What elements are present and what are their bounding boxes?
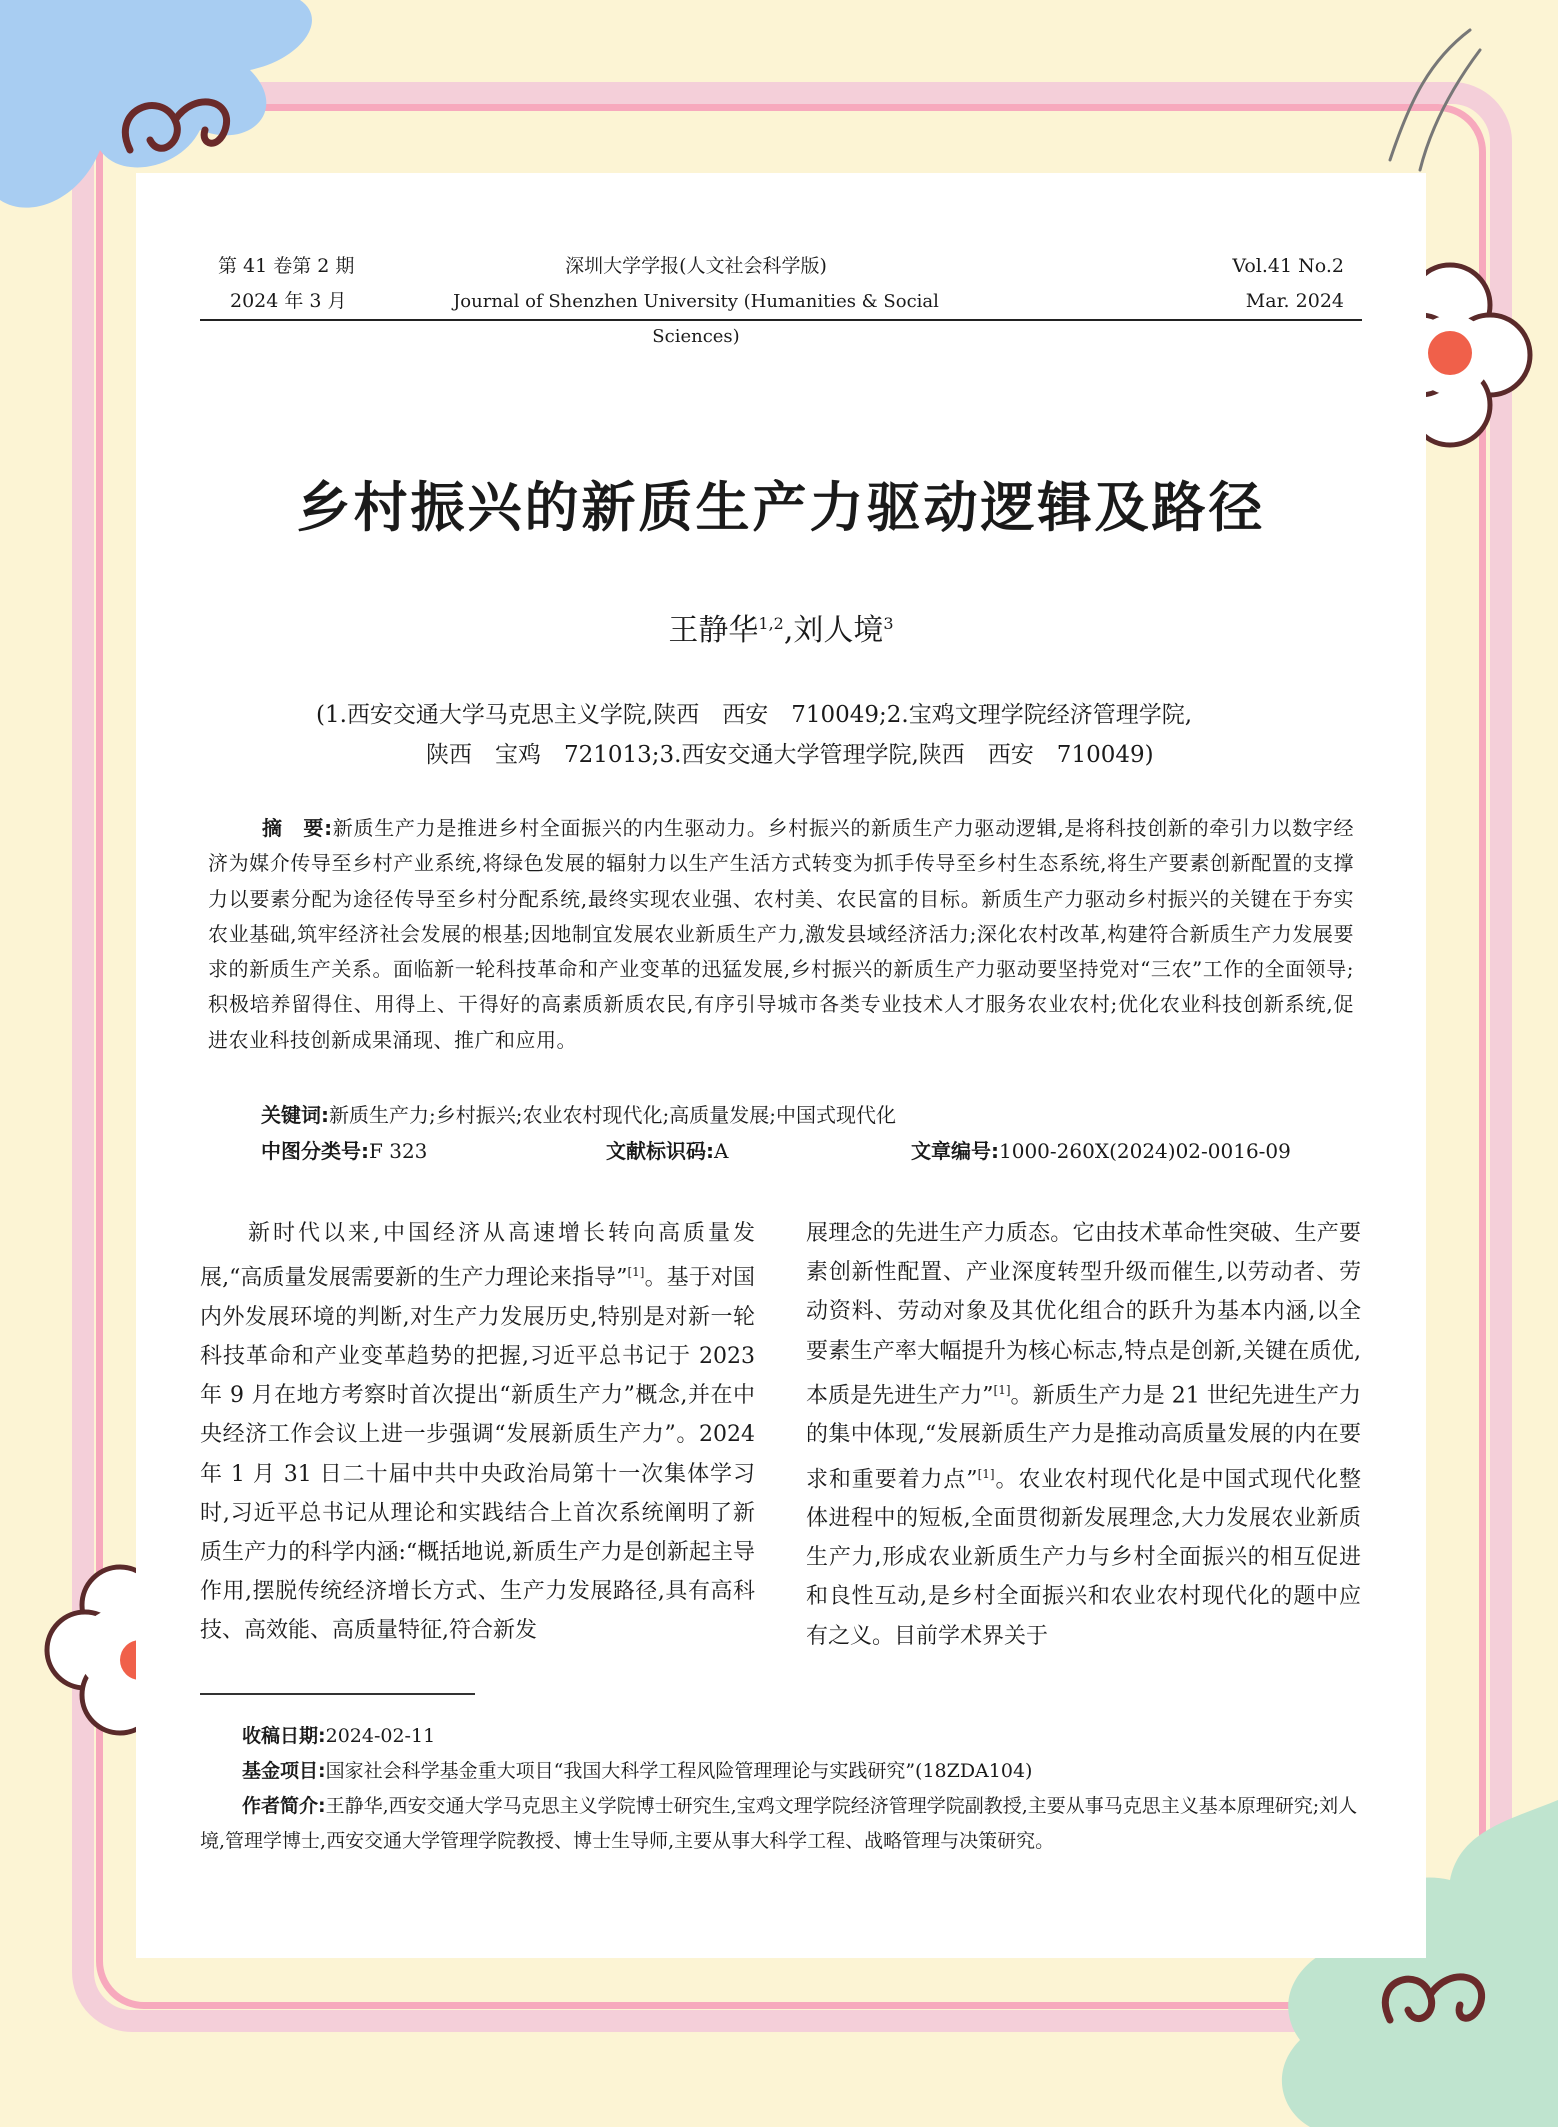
clc-label: 中图分类号: xyxy=(261,1139,369,1163)
body-column-right xyxy=(806,1214,1361,1656)
citation-ref: [1] xyxy=(977,1466,995,1481)
body-column-left xyxy=(200,1214,755,1651)
body-text: 新时代以来,中国经济从高速增长转向高质量发展,“高质量发展需要新的生产力理论来指导” xyxy=(200,1221,755,1291)
body-text: 展理念的先进生产力质态。它由技术革命性突破、生产要素创新性配置、产业深度转型升级而催生,以劳动者、劳动资料、劳动对象及其优化组合的跃升为基本内涵,以全要素生产率大幅提升为核心标志,特点是创新,关键在质优,本质是先进生产力” xyxy=(806,1221,1361,1409)
article-number-value: 1000-260X(2024)02-0016-09 xyxy=(999,1139,1291,1163)
journal-name xyxy=(436,249,956,354)
keywords-text: 新质生产力;乡村振兴;农业农村现代化;高质量发展;中国式现代化 xyxy=(329,1103,896,1127)
bio-value: 王静华,西安交通大学马克思主义学院博士研究生,宝鸡文理学院经济管理学院副教授,主要从事马克思主义基本原理研究;刘人境,管理学博士,西安交通大学管理学院教授、博士生导师,主要从事大科学工程、战略管理与决策研究。 xyxy=(200,1795,1358,1852)
received-date xyxy=(200,1719,1362,1754)
abstract-label: 摘 要: xyxy=(262,816,333,840)
keywords-label: 关键词: xyxy=(261,1103,329,1127)
received-value: 2024-02-11 xyxy=(325,1725,436,1747)
squiggle-decoration xyxy=(1370,20,1490,180)
author-name: 刘人境 xyxy=(793,613,884,648)
author-affil-mark: 3 xyxy=(883,614,894,633)
footnote-divider xyxy=(200,1693,475,1695)
abstract-text: 新质生产力是推进乡村全面振兴的内生驱动力。乡村振兴的新质生产力驱动逻辑,是将科技创新的牵引力以数字经济为媒介传导至乡村产业系统,将绿色发展的辐射力以生产生活方式转变为抓手传导至乡村生态系统,将生产要素创新配置的支撑力以要素分配为途径传导至乡村分配系统,最终实现农业强、农村美、农民富的目标。新质生产力驱动乡村振兴的关键在于夯实农业基础,筑牢经济社会发展的根基;因地制宜发展农业新质生产力,激发县域经济活力;深化农村改革,构建符合新质生产力发展要求的新质生产关系。面临新一轮科技革命和产业变革的迅猛发展,乡村振兴的新质生产力驱动要坚持党对“三农”工作的全面领导;积极培养留得住、用得上、干得好的高素质新质农民,有序引导城市各类专业技术人才服务农业农村;优化农业科技创新系统,促进农业科技创新成果涌现、推广和应用。 xyxy=(208,816,1355,1052)
body-text: 。农业农村现代化是中国式现代化整体进程中的短板,全面贯彻新发展理念,大力发展农业新质生产力,形成农业新质生产力与乡村全面振兴的相互促进和良性互动,是乡村全面振兴和农业农村现代化的题中应有之义。目前学术界关于 xyxy=(806,1466,1361,1649)
article-number-label: 文章编号: xyxy=(911,1139,999,1163)
paper-page xyxy=(136,173,1426,1958)
affiliations xyxy=(316,695,1306,775)
journal-volume-en xyxy=(1232,249,1344,319)
doc-code-value: A xyxy=(714,1139,729,1163)
volume-en: Vol.41 No.2 xyxy=(1232,255,1344,277)
author-name: 王静华 xyxy=(668,613,759,648)
received-label: 收稿日期: xyxy=(242,1725,326,1747)
header-divider xyxy=(200,319,1362,321)
keywords xyxy=(261,1099,896,1128)
journal-issue-info xyxy=(218,249,354,319)
citation-ref: [1] xyxy=(993,1382,1011,1397)
issue-date: 2024 年 3 月 xyxy=(230,290,347,312)
article-number-group xyxy=(911,1135,1291,1164)
doc-code-group xyxy=(606,1135,728,1164)
body-text: 。新质生产力是 21 世纪先进生产力的集中体现,“发展新质生产力是推动高质量发展的内在要求和重要着力点” xyxy=(806,1383,1362,1492)
affiliation-line: 陕西 宝鸡 721013;3.西安交通大学管理学院,陕西 西安 710049) xyxy=(426,742,1154,768)
clc-group xyxy=(261,1135,427,1164)
journal-name-cn: 深圳大学学报(人文社会科学版) xyxy=(565,255,827,277)
affiliation-line: (1.西安交通大学马克思主义学院,陕西 西安 710049;2.宝鸡文理学院经济管理学院, xyxy=(316,702,1193,728)
author-line xyxy=(136,605,1426,649)
footnotes xyxy=(200,1719,1362,1859)
body-text: 。基于对国内外发展环境的判断,对生产力发展历史,特别是对新一轮科技革命和产业变革趋势的把握,习近平总书记于 2023 年 9 月在地方考察时首次提出“新质生产力”概念,并在中央经济工作会议上进一步强调“发展新质生产力”。2024 年 1 月 31 日二十届中共中央政治局第十一次集体学习时,习近平总书记从理论和实践结合上首次系统阐明了新质生产力的科学内涵:“概括地说,新质生产力是创新起主导作用,摆脱传统经济增长方式、生产力发展路径,具有高科技、高效能、高质量特征,符合新发 xyxy=(200,1265,755,1644)
fund-label: 基金项目: xyxy=(242,1760,326,1782)
doc-code-label: 文献标识码: xyxy=(606,1139,714,1163)
journal-name-en: Journal of Shenzhen University (Humanities & Social Sciences) xyxy=(453,291,939,347)
author-separator: , xyxy=(783,613,794,648)
author-bio xyxy=(200,1789,1362,1859)
citation-ref: [1] xyxy=(627,1265,645,1280)
body-paragraph xyxy=(200,1214,755,1651)
bio-label: 作者简介: xyxy=(242,1795,326,1817)
author-affil-mark: 1,2 xyxy=(758,614,784,633)
volume-issue: 第 41 卷第 2 期 xyxy=(218,255,355,277)
fund-value: 国家社会科学基金重大项目“我国大科学工程风险管理理论与实践研究”(18ZDA104) xyxy=(325,1760,1033,1782)
abstract xyxy=(208,811,1354,1058)
body-paragraph xyxy=(806,1214,1361,1656)
fund-project xyxy=(200,1754,1362,1789)
paper-title: 乡村振兴的新质生产力驱动逻辑及路径 xyxy=(296,475,1266,539)
date-en: Mar. 2024 xyxy=(1245,290,1344,312)
clc-value: F 323 xyxy=(369,1139,428,1163)
